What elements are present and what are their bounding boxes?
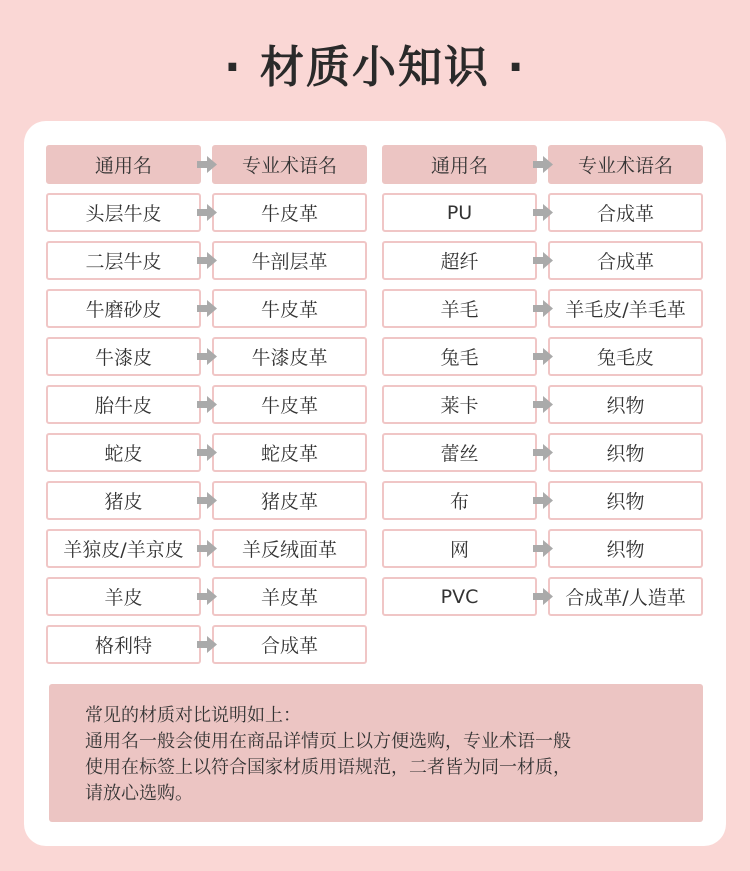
arrow-right-icon — [533, 252, 553, 269]
common-name-cell: 莱卡 — [382, 385, 537, 424]
arrow-right-icon — [533, 588, 553, 605]
term-name-cell: 羊毛皮/羊毛革 — [548, 289, 703, 328]
term-name-cell: 牛皮革 — [212, 289, 367, 328]
term-name-cell: 羊反绒面革 — [212, 529, 367, 568]
header-common-name: 通用名 — [382, 145, 537, 184]
common-name-cell: PU — [382, 193, 537, 232]
arrow-right-icon — [197, 156, 217, 173]
common-name-cell: 格利特 — [46, 625, 201, 664]
common-name-cell: PVC — [382, 577, 537, 616]
common-name-cell: 牛漆皮 — [46, 337, 201, 376]
header-common-name: 通用名 — [46, 145, 201, 184]
term-name-cell: 合成革/人造革 — [548, 577, 703, 616]
arrow-right-icon — [197, 348, 217, 365]
common-name-cell: 超纤 — [382, 241, 537, 280]
arrow-right-icon — [197, 204, 217, 221]
arrow-right-icon — [533, 396, 553, 413]
arrow-right-icon — [197, 588, 217, 605]
term-name-cell: 织物 — [548, 529, 703, 568]
arrow-right-icon — [197, 540, 217, 557]
note-line: 通用名一般会使用在商品详情页上以方便选购，专业术语一般 — [85, 731, 571, 752]
term-name-cell: 织物 — [548, 385, 703, 424]
common-name-cell: 头层牛皮 — [46, 193, 201, 232]
arrow-right-icon — [533, 348, 553, 365]
common-name-cell: 羊毛 — [382, 289, 537, 328]
term-name-cell: 牛漆皮革 — [212, 337, 367, 376]
arrow-right-icon — [533, 444, 553, 461]
arrow-right-icon — [533, 492, 553, 509]
common-name-cell: 羊猄皮/羊京皮 — [46, 529, 201, 568]
arrow-right-icon — [197, 252, 217, 269]
term-name-cell: 牛皮革 — [212, 193, 367, 232]
common-name-cell: 胎牛皮 — [46, 385, 201, 424]
common-name-cell: 蕾丝 — [382, 433, 537, 472]
term-name-cell: 合成革 — [548, 241, 703, 280]
common-name-cell: 蛇皮 — [46, 433, 201, 472]
term-name-cell: 牛剖层革 — [212, 241, 367, 280]
common-name-cell: 布 — [382, 481, 537, 520]
arrow-right-icon — [533, 204, 553, 221]
common-name-cell: 网 — [382, 529, 537, 568]
arrow-right-icon — [197, 492, 217, 509]
arrow-right-icon — [533, 300, 553, 317]
note-box — [49, 684, 703, 822]
term-name-cell: 合成革 — [548, 193, 703, 232]
arrow-right-icon — [197, 444, 217, 461]
arrow-right-icon — [197, 396, 217, 413]
term-name-cell: 猪皮革 — [212, 481, 367, 520]
term-name-cell: 合成革 — [212, 625, 367, 664]
common-name-cell: 羊皮 — [46, 577, 201, 616]
term-name-cell: 兔毛皮 — [548, 337, 703, 376]
common-name-cell: 二层牛皮 — [46, 241, 201, 280]
note-line: 常见的材质对比说明如上： — [85, 705, 301, 726]
term-name-cell: 织物 — [548, 433, 703, 472]
common-name-cell: 兔毛 — [382, 337, 537, 376]
common-name-cell: 牛磨砂皮 — [46, 289, 201, 328]
term-name-cell: 牛皮革 — [212, 385, 367, 424]
header-term-name: 专业术语名 — [548, 145, 703, 184]
arrow-right-icon — [533, 156, 553, 173]
page-title: · 材质小知识 · — [223, 42, 527, 93]
term-name-cell: 织物 — [548, 481, 703, 520]
arrow-right-icon — [197, 636, 217, 653]
material-card — [24, 121, 726, 846]
arrow-right-icon — [533, 540, 553, 557]
header-term-name: 专业术语名 — [212, 145, 367, 184]
term-name-cell: 蛇皮革 — [212, 433, 367, 472]
note-line: 使用在标签上以符合国家材质用语规范，二者皆为同一材质， — [85, 757, 571, 778]
term-name-cell: 羊皮革 — [212, 577, 367, 616]
arrow-right-icon — [197, 300, 217, 317]
note-line: 请放心选购。 — [85, 783, 193, 804]
common-name-cell: 猪皮 — [46, 481, 201, 520]
